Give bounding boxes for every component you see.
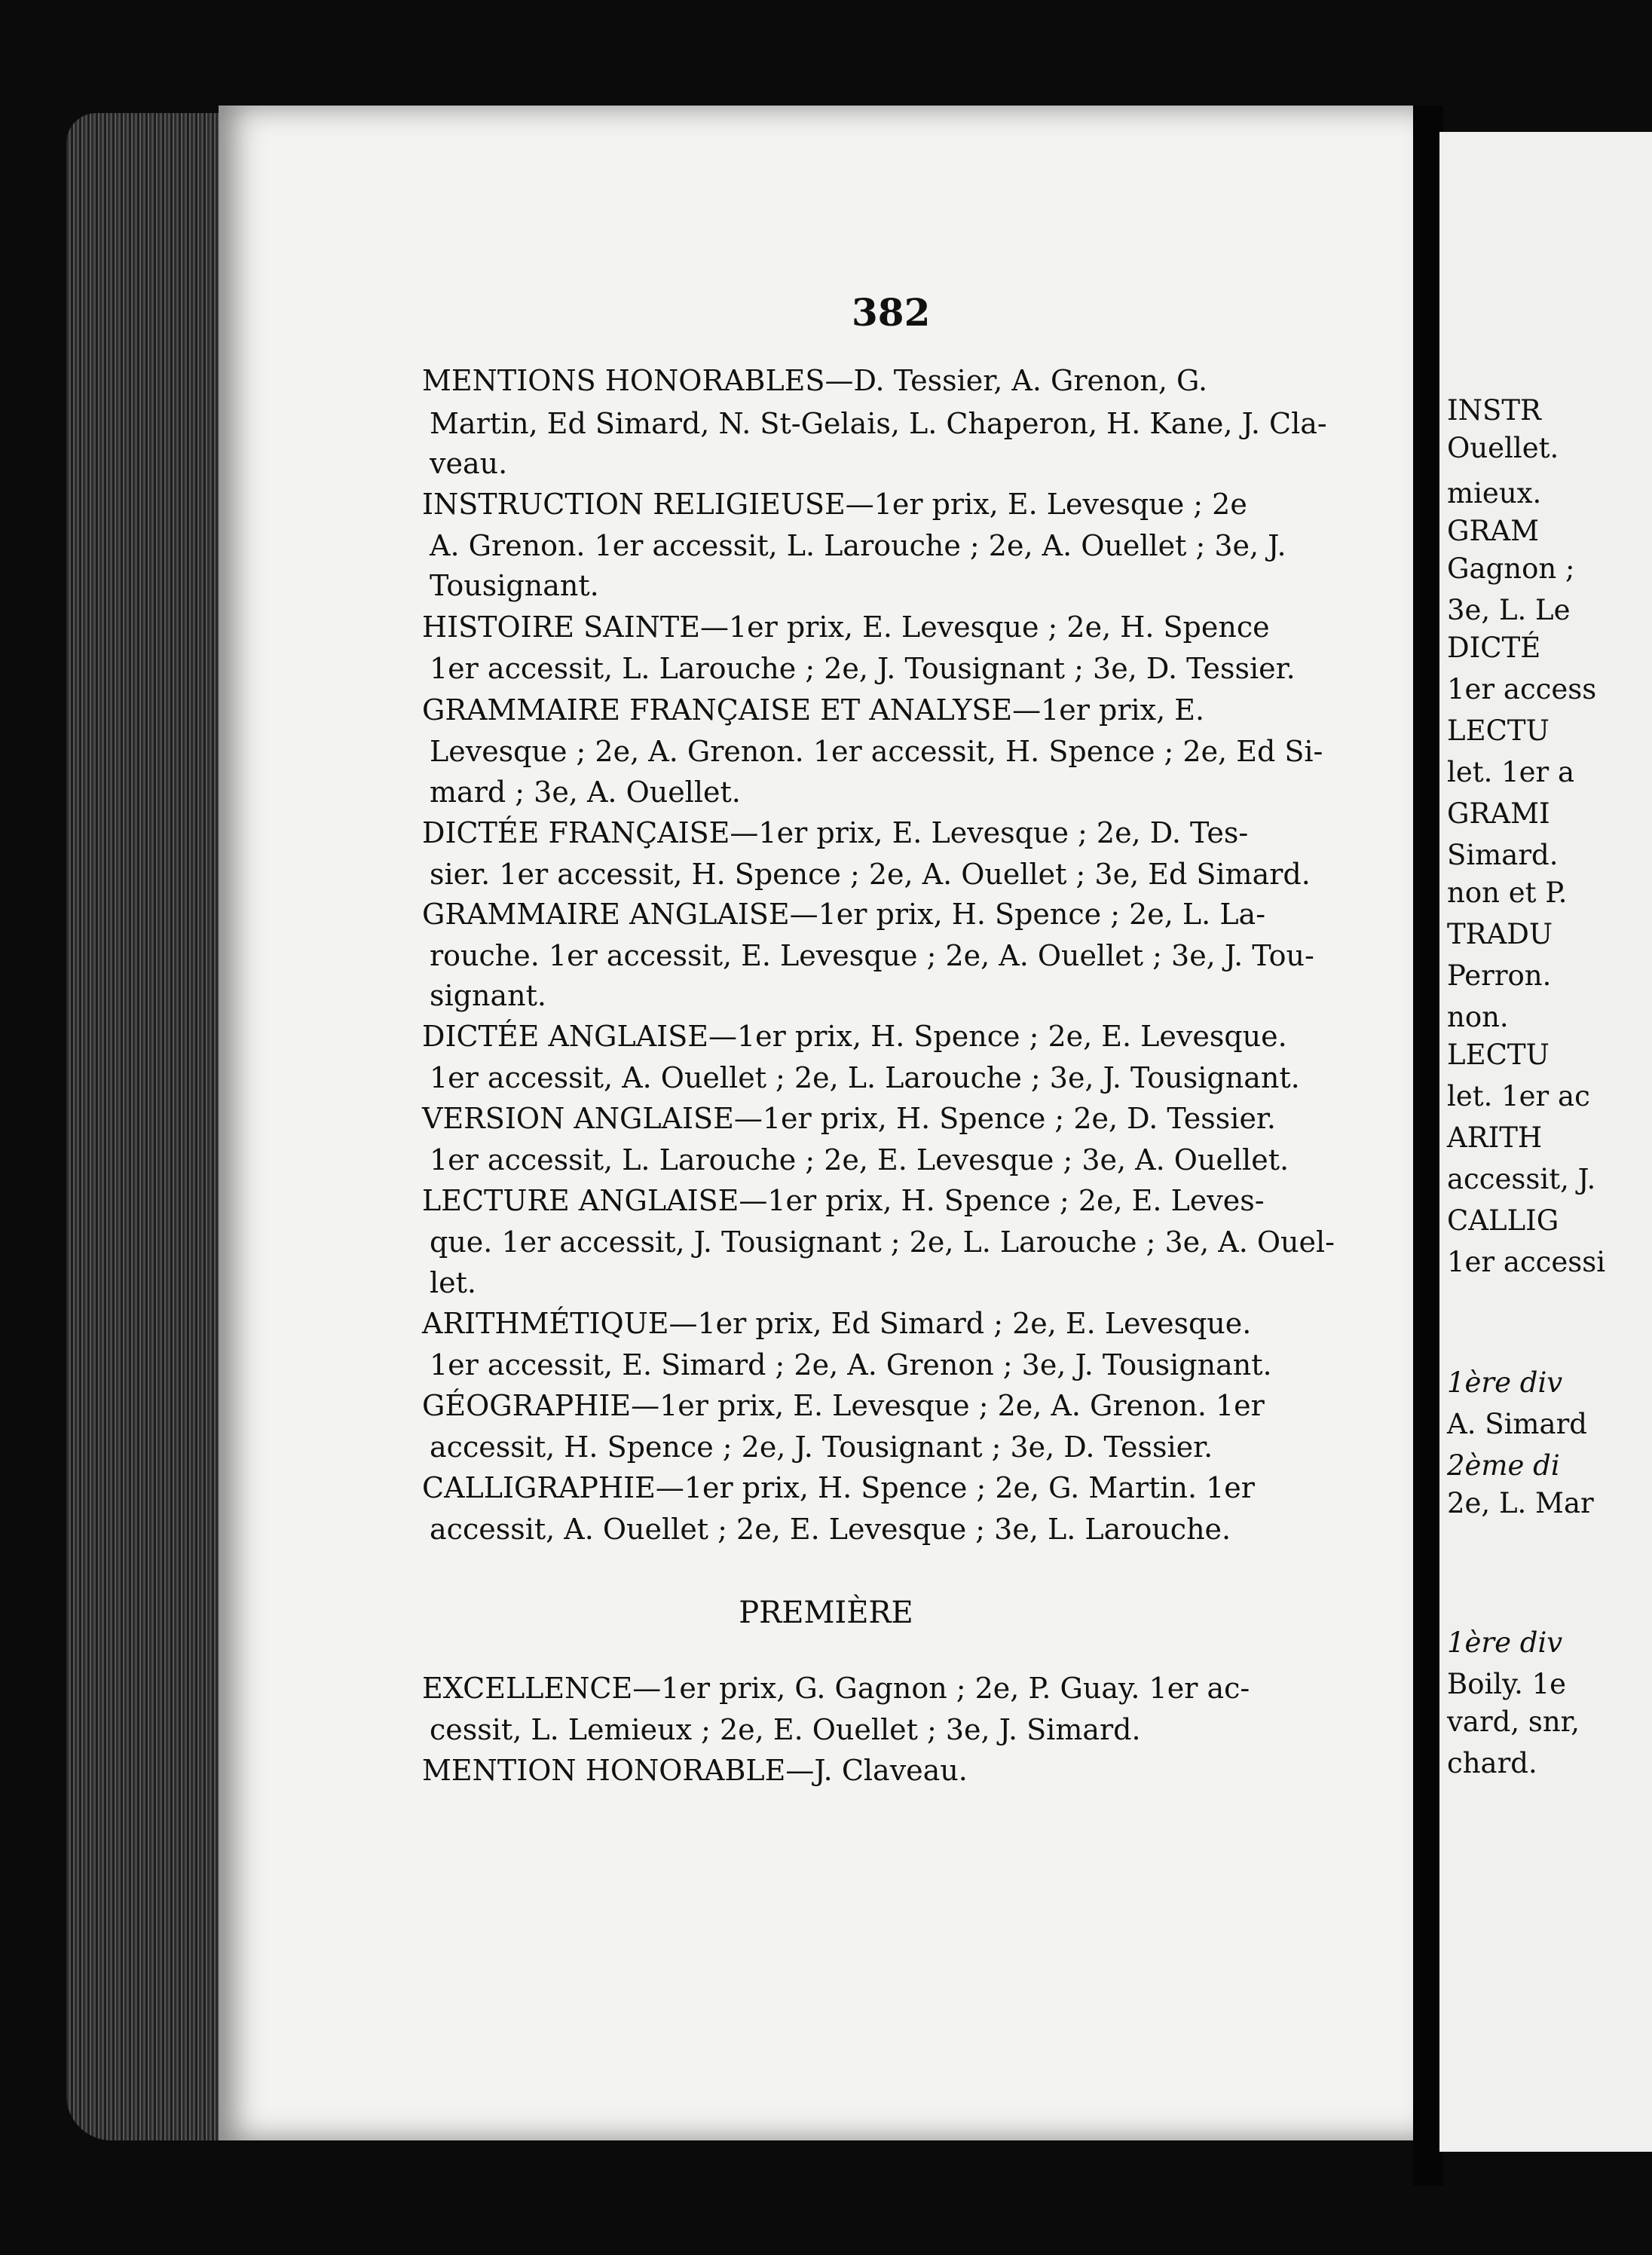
right-page [1439,132,1652,2152]
right-text-line: 2ème di [1447,1449,1560,1482]
right-text-line: DICTÉ [1447,632,1541,664]
right-text-line: 3e, L. Le [1447,594,1571,626]
text-line: veau. [430,447,508,480]
right-text-line: mieux. [1447,477,1542,509]
right-text-line: TRADU [1447,918,1553,950]
text-line: MENTIONS HONORABLES—D. Tessier, A. Grenon, G. [422,364,1208,397]
right-text-line: let. 1er ac [1447,1080,1590,1112]
text-line: que. 1er accessit, J. Tousignant ; 2e, L. Larouche ; 3e, A. Ouel- [430,1225,1335,1259]
text-line: GRAMMAIRE FRANÇAISE ET ANALYSE—1er prix, E. [422,693,1205,727]
right-text-line: Simard. [1447,839,1559,871]
right-text-line: 1er accessi [1447,1246,1606,1278]
text-line: accessit, H. Spence ; 2e, J. Tousignant ; 3e, D. Tessier. [430,1430,1213,1464]
text-line: 1er accessit, L. Larouche ; 2e, J. Tousignant ; 3e, D. Tessier. [430,652,1296,685]
right-text-line: LECTU [1447,1039,1550,1071]
text-line: DICTÉE ANGLAISE—1er prix, H. Spence ; 2e, E. Levesque. [422,1020,1287,1053]
right-text-line: vard, snr, [1447,1706,1580,1738]
book-gutter [1413,106,1443,2186]
text-line: Martin, Ed Simard, N. St-Gelais, L. Chaperon, H. Kane, J. Cla- [430,407,1327,440]
text-line: EXCELLENCE—1er prix, G. Gagnon ; 2e, P. Guay. 1er ac- [422,1672,1250,1705]
text-line: 1er accessit, E. Simard ; 2e, A. Grenon ; 3e, J. Tousignant. [430,1348,1272,1381]
text-line: 1er accessit, L. Larouche ; 2e, E. Levesque ; 3e, A. Ouellet. [430,1143,1289,1176]
text-line: mard ; 3e, A. Ouellet. [430,776,741,809]
text-line: 1er accessit, A. Ouellet ; 2e, L. Larouche ; 3e, J. Tousignant. [430,1061,1300,1094]
right-text-line: LECTU [1447,714,1550,747]
right-text-line: CALLIG [1447,1204,1559,1237]
text-line: cessit, L. Lemieux ; 2e, E. Ouellet ; 3e, J. Simard. [430,1713,1141,1746]
text-line: GÉOGRAPHIE—1er prix, E. Levesque ; 2e, A. Grenon. 1er [422,1389,1265,1422]
right-text-line: Gagnon ; [1447,552,1575,585]
right-text-line: A. Simard [1447,1408,1587,1440]
right-text-line: accessit, J. [1447,1163,1596,1195]
text-line: Levesque ; 2e, A. Grenon. 1er accessit, H. Spence ; 2e, Ed Si- [430,735,1323,768]
text-line: let. [430,1266,476,1299]
right-text-line: let. 1er a [1447,756,1575,788]
book-page-edges [66,113,228,2140]
right-text-line: Perron. [1447,959,1552,992]
right-text-line: INSTR [1447,394,1541,427]
text-line: A. Grenon. 1er accessit, L. Larouche ; 2e, A. Ouellet ; 3e, J. [430,529,1286,562]
right-text-line: chard. [1447,1747,1537,1779]
text-line: VERSION ANGLAISE—1er prix, H. Spence ; 2e, D. Tessier. [422,1102,1277,1135]
right-text-line: non et P. [1447,877,1568,909]
right-text-line: 2e, L. Mar [1447,1487,1594,1519]
right-text-line: 1ère div [1447,1626,1563,1659]
right-text-line: 1er access [1447,673,1597,705]
text-line: sier. 1er accessit, H. Spence ; 2e, A. Ouellet ; 3e, Ed Simard. [430,858,1311,891]
right-text-line: Boily. 1e [1447,1668,1567,1700]
text-line: LECTURE ANGLAISE—1er prix, H. Spence ; 2e, E. Leves- [422,1184,1265,1217]
text-line: rouche. 1er accessit, E. Levesque ; 2e, A. Ouellet ; 3e, J. Tou- [430,939,1314,972]
text-line: signant. [430,979,546,1012]
text-line: ARITHMÉTIQUE—1er prix, Ed Simard ; 2e, E. Levesque. [422,1307,1252,1340]
text-line: DICTÉE FRANÇAISE—1er prix, E. Levesque ; 2e, D. Tes- [422,816,1249,849]
text-line: MENTION HONORABLE—J. Claveau. [422,1754,968,1787]
text-line: CALLIGRAPHIE—1er prix, H. Spence ; 2e, G. Martin. 1er [422,1471,1255,1504]
right-text-line: Ouellet. [1447,432,1559,464]
text-line: accessit, A. Ouellet ; 2e, E. Levesque ; 3e, L. Larouche. [430,1513,1231,1546]
text-line: HISTOIRE SAINTE—1er prix, E. Levesque ; 2e, H. Spence [422,610,1270,644]
text-line: INSTRUCTION RELIGIEUSE—1er prix, E. Levesque ; 2e [422,488,1247,521]
section-heading: PREMIÈRE [739,1596,913,1630]
right-text-line: GRAMI [1447,797,1550,830]
right-text-line: ARITH [1447,1121,1543,1154]
right-text-line: GRAM [1447,515,1540,547]
text-line: Tousignant. [430,569,599,602]
text-line: GRAMMAIRE ANGLAISE—1er prix, H. Spence ; 2e, L. La- [422,898,1266,931]
page-number: 382 [852,290,931,335]
right-text-line: non. [1447,1001,1509,1033]
right-text-line: 1ère div [1447,1366,1563,1399]
